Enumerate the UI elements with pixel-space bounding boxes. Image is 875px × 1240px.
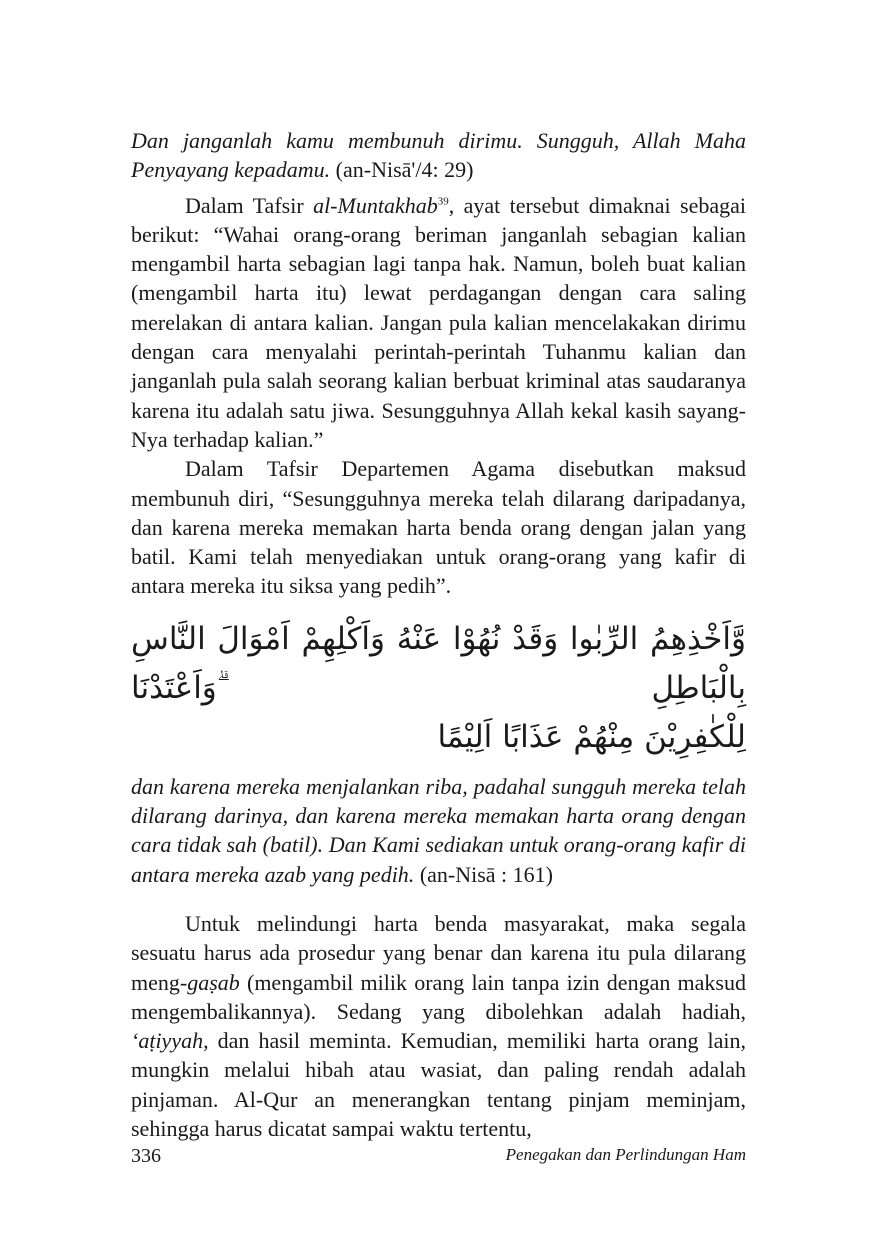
paragraph-text: , dan hasil meminta. Kemudian, memiliki harta orang lain, mungkin melalui hibah atau wasiat, dan paling rendah adalah pinjaman. Al-Qur an menerangkan tentang pinjam meminjam, sehingga harus dicatat sampai waktu tertentu, [131,1028,746,1142]
arabic-term: ‘aṭiyyah [131,1028,204,1054]
paragraph-text: Dalam Tafsir [185,192,314,218]
quote-text: dan karena mereka menjalankan riba, padahal sungguh mereka telah dilarang darinya, dan karena mereka memakan harta orang dengan cara tidak sah (batil). Dan Kami sediakan untuk orang-orang kafir di antara mereka azab yang pedih. [131,773,746,887]
paragraph-text: (mengambil milik orang lain tanpa izin dengan maksud mengembalikannya). Sedang yang dibolehkan adalah hadiah, [131,969,746,1024]
paragraph-property-protection [131,909,746,1143]
paragraph-text: Untuk melindungi harta benda masyarakat, maka segala sesuatu harus ada prosedur yang benar dan karena itu pula dilarang meng- [131,910,746,995]
paragraph-tafsir-depag [131,454,746,600]
quote-reference: (an-Nisā'/4: 29) [330,157,474,183]
arabic-verse-line: وَّاَخْذِهِمُ الرِّبٰوا وَقَدْ نُهُوْا عَنْهُ وَاَكْلِهِمْ اَمْوَالَ النَّاسِ بِالْبَاطِلِ ۗوَاَعْتَدْنَا [131,620,746,706]
page-number: 336 [131,1145,161,1167]
page-body [131,126,746,1143]
running-title: Penegakan dan Perlindungan Ham [505,1145,746,1164]
quote-text: Dan janganlah kamu membunuh dirimu. Sungguh, Allah Maha Penyayang kepadamu. [131,128,746,183]
quote-reference: (an-Nisā : 161) [414,861,553,887]
page-footer [131,1145,746,1175]
arabic-verse-line: لِلْكٰفِرِيْنَ مِنْهُمْ عَذَابًا اَلِيْمًا [437,718,746,755]
arabic-term: gaṣab [187,969,240,995]
footnote-marker: 39 [437,195,449,208]
paragraph-text: , ayat tersebut dimaknai sebagai berikut: “Wahai orang-orang beriman janganlah sebagian kalian mengambil harta sebagian lagi tanpa hak. Namun, boleh buat kalian (mengambil harta itu) lewat perdagangan dengan cara saling merelakan di antara kalian. Jangan pula kalian mencelakakan dirimu dengan cara menyalahi perintah-perintah Tuhanmu kalian dan janganlah pula salah seorang kalian berbuat kriminal atas saudaranya karena itu adalah satu jiwa. Sesungguhnya Allah kekal kasih sayang-Nya terhadap kalian.” [131,192,746,452]
quran-translation-quote [131,772,746,889]
arabic-verse [131,615,746,762]
quran-translation-quote [131,126,746,185]
paragraph-tafsir-muntakhab [131,191,746,455]
paragraph-text: Dalam Tafsir Departemen Agama disebutkan maksud membunuh diri, “Sesungguhnya mereka telah dilarang daripadanya, dan karena mereka memakan harta benda orang dengan jalan yang batil. Kami telah menyediakan untuk orang-orang yang kafir di antara mereka itu siksa yang pedih”. [131,456,746,599]
book-title: al-Muntakhab [313,192,438,218]
